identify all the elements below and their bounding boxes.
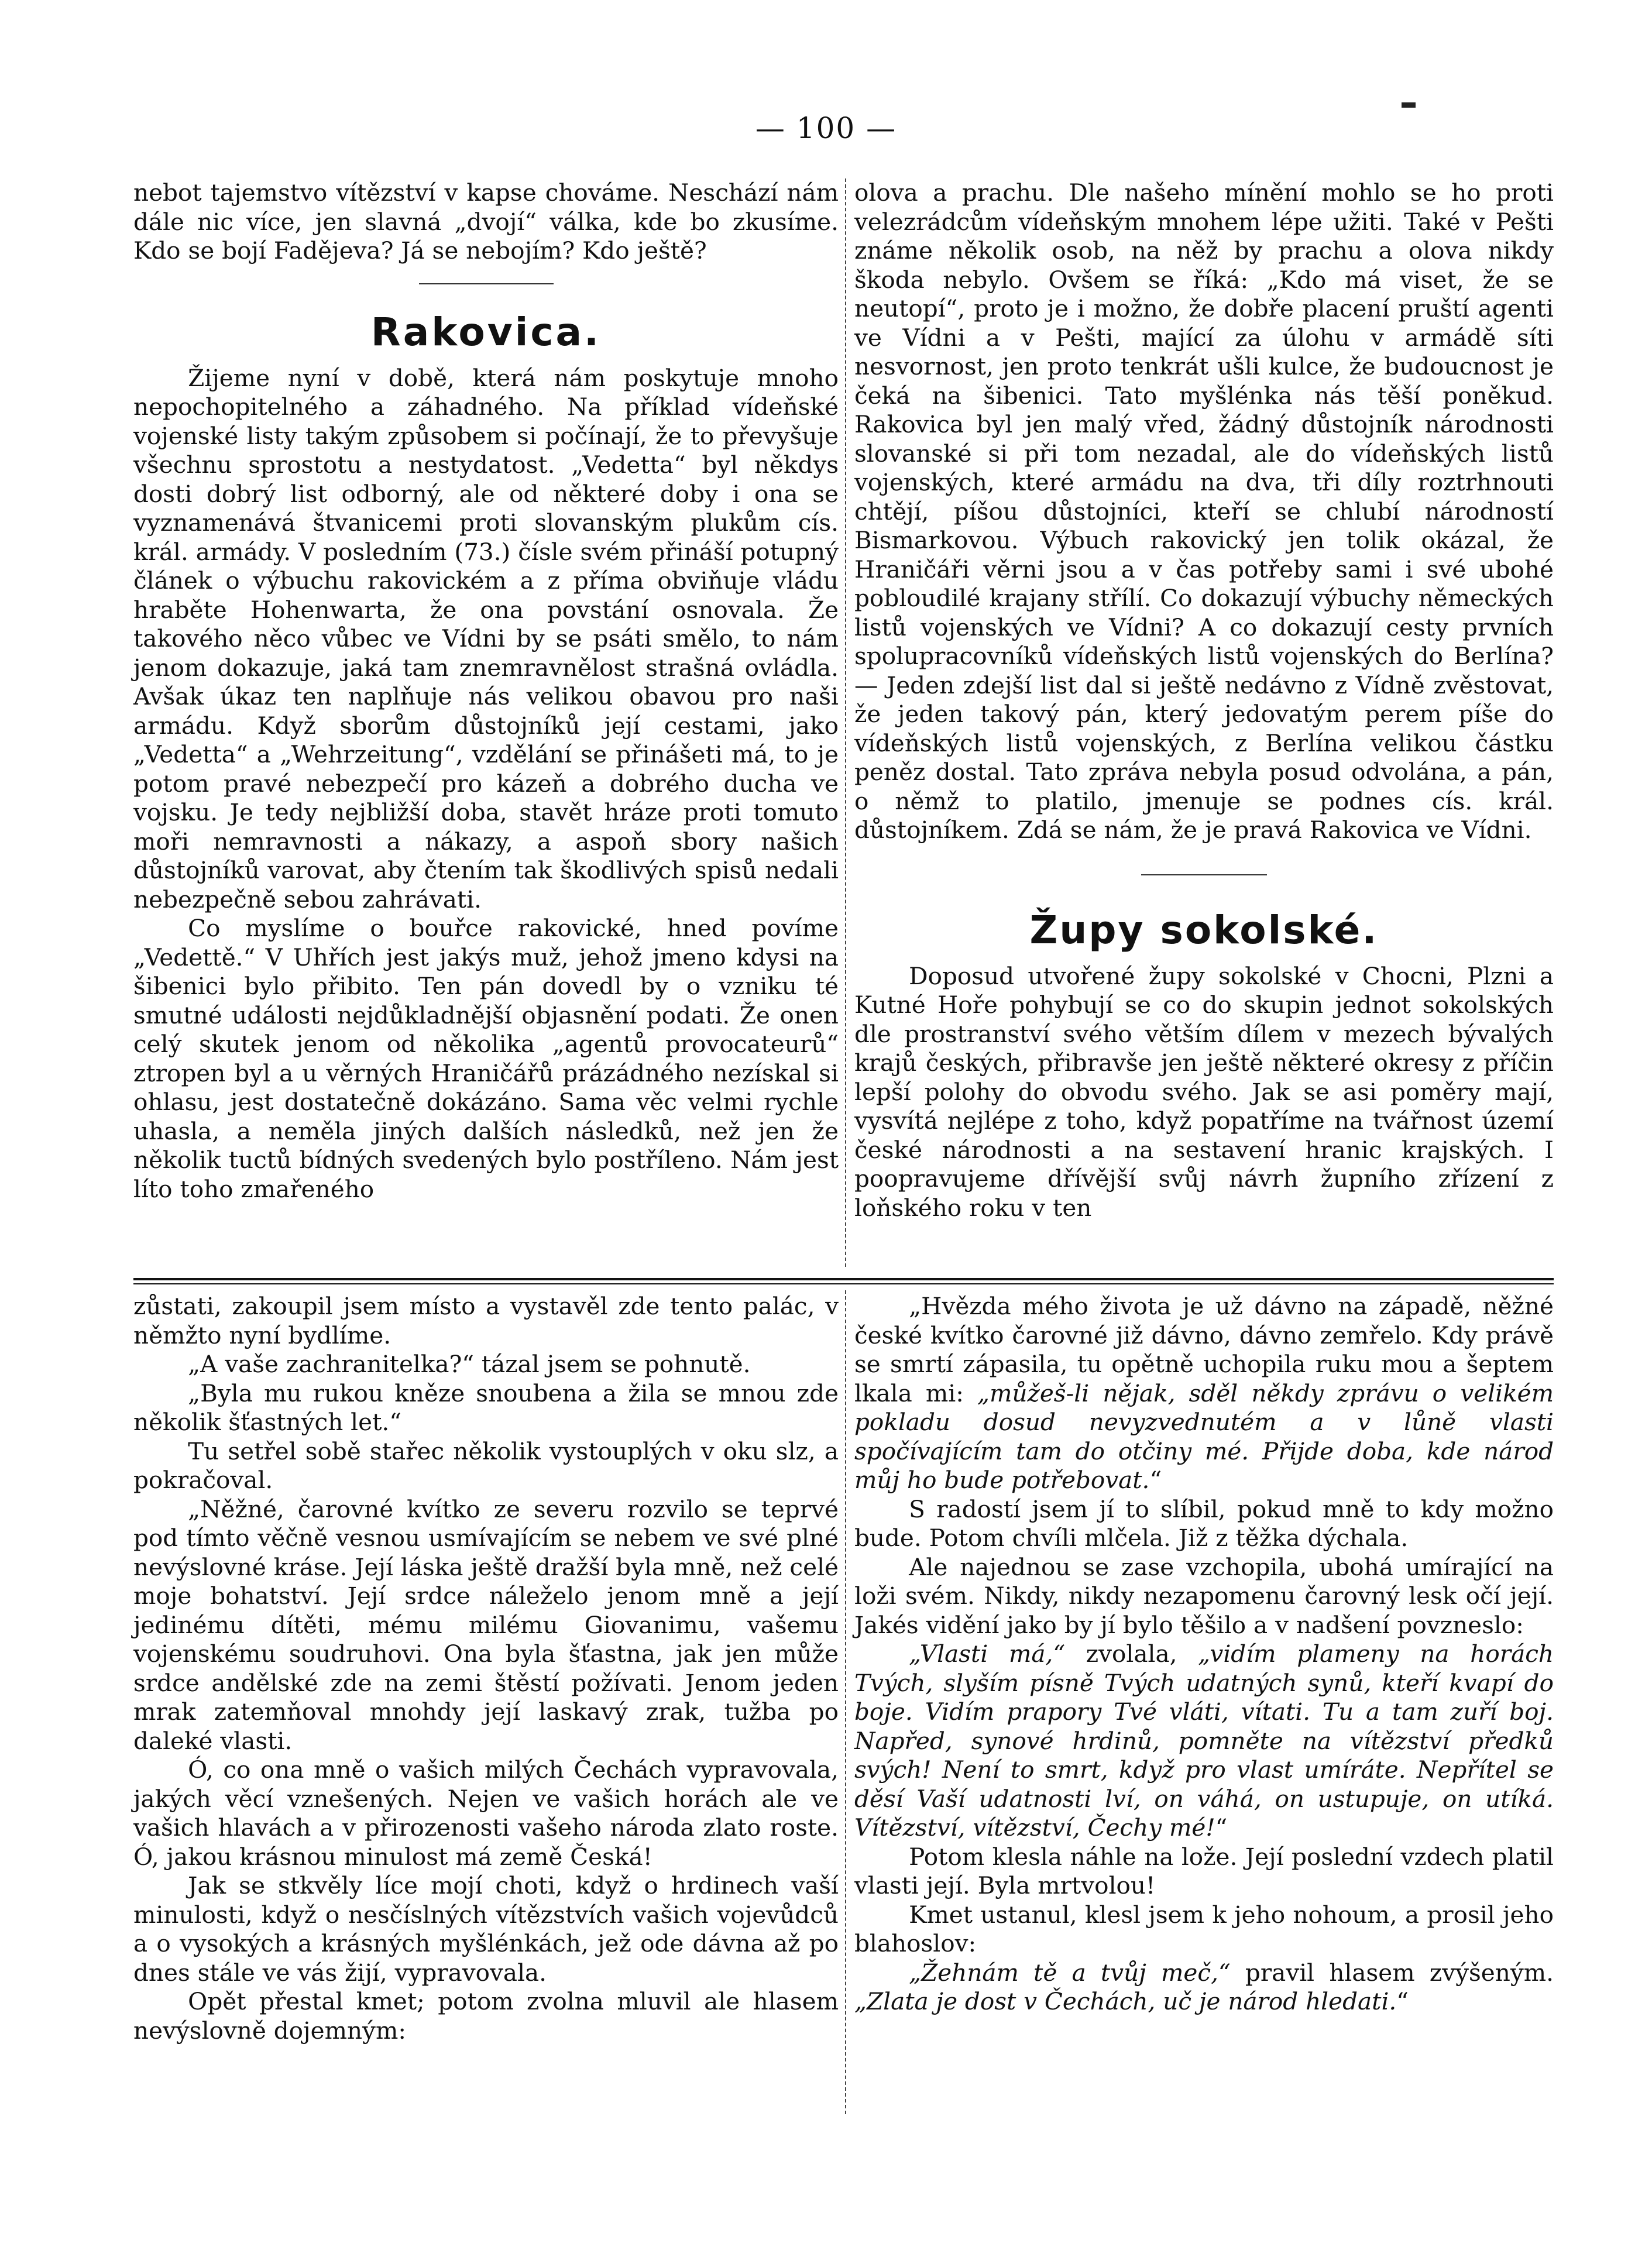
story-paragraph: „Něžné, čarovné kvítko ze severu rozvilo se teprvé pod tímto věčně vesnou usmívajícím se nebem ve své plné nevýslovné kráse. Její láska ještě dražší byla mně, než celé moje bohatství. Její srdce náleželo jenom mně a její jedinému dítěti, mému milému Giovanimu, vašemu vojenskému soudruhovi. Ona byla šťastna, jak jen může srdce andělské zde na zemi štěstí požívati. Jenom jeden mrak zatemňoval mnohdy její laskavý zrak, tužba po daleké vlasti. [133, 1495, 839, 1755]
corner-mark [1402, 102, 1416, 108]
article-paragraph: Žijeme nyní v době, která nám poskytuje mnoho nepochopitelného a záhadného. Na příklad vídeňské vojenské listy takým způsobem si počínají, že to převyšuje všechnu sprostotu a nestydatost. „Vedetta“ byl někdys dosti dobrý list odborný, ale od některé doby i ona se vyznamenává štvanicemi proti slovanským plukům cís. král. armády. V posledním (73.) čísle svém přináší potupný článek o výbuchu rakovickém a z přímа obviňuje vládu hraběte Hohenwarta, že ona povstání osnovala. Že takového něco vůbec ve Vídni by se psáti smělo, to nám jenom dokazuje, jaká tam znemravnělost strašná ovládla. Avšak úkaz ten naplňuje nás velikou obavou pro naši armádu. Když sborům důstojníků její cestami, jako „Vedetta“ a „Wehrzeitung“, vzdělání se přinášeti má, to je potom pravé nebezpečí pro kázeň a dobrého ducha ve vojsku. Je tedy nejbližší doba, stavět hráze proti tomuto moři nemravnosti a nákazy, a aspoň sbory našich důstojníků varovat, aby čtením tak škodlivých spisů nedali nebezpečně sebou zahrávati. [133, 363, 839, 913]
page-number: — 100 — [755, 111, 897, 145]
story-right-column [854, 1292, 1554, 2016]
story-text: „Hvězda mého života je už dávno na západě, něžné české kvítko čarovné již dávno, dávno zemřelo. Kdy právě se smrtí zápasila, tu opětně uchopila ruku mou a šeptem lkala mi: [854, 1292, 1554, 1407]
story-paragraph: S radostí jsem jí to slíbil, pokud mně to kdy možno bude. Potom chvíli mlčela. Již z těžka dýchala. [854, 1495, 1554, 1552]
story-paragraph: Kmet ustanul, klesl jsem k jeho nohoum, a prosil jeho blahoslov: [854, 1900, 1554, 1957]
story-paragraph: Potom klesla náhle na lože. Její poslední vzdech platil vlasti její. Byla mrtvolou! [854, 1842, 1554, 1899]
story-paragraph [854, 1959, 1554, 2016]
short-rule [419, 283, 554, 284]
article-title-rakovica: Rakovica. [370, 309, 602, 355]
short-rule [1141, 874, 1267, 875]
article-paragraph: Co myslíme o bouřce rakovické, hned povíme „Vedettě.“ V Uhřích jest jakýs muž, jehož jmeno kdysi na šibenici bylo přibito. Ten pán dovedl by o vzniku té smutné události nejdůkladnější objasnění podati. Že onen celý skutek jenom od několika „agentů provocateurů“ ztropen byl a u věrných Hraničářů prázádného nezískal si ohlasu, jest dostatečně dokázáno. Sama věc velmi rychle uhasla, a neměla jiných dalších následků, než jen že několik tuctů bídných svedených bylo postříleno. Nám jest líto toho zmařeného [133, 914, 839, 1203]
story-paragraph: Jak se stkvěly líce mojí choti, když o hrdinech vaší minulosti, když o nesčíslných vítězstvích vašich vojevůdců a o vysokých a krásných myšlénkách, jež ode dávna až po dnes stále ve vás žijí, vypravovala. [133, 1871, 839, 1987]
story-paragraph [854, 1292, 1554, 1495]
intro-continuation: nebot tajemstvo vítězství v kapse chováme. Neschází nám dále nic více, jen slavná „dvojí“ válka, kde bo zkusíme. Kdo se bojí Fadějeva? Já se nebojím? Kdo ještě? [133, 178, 839, 264]
story-paragraph: „A vaše zachranitelka?“ tázal jsem se pohnutě. [188, 1350, 751, 1378]
story-quote-italic: „můžeš-li nějak, sděl někdy zprávu o velikém pokladu dosud nevyzvednutém a v lůně vlasti spočívajícím tam do otčiny mé. Přijde doba, kde národ můj ho bude potřebovat. [854, 1379, 1554, 1494]
story-text: zvolala, [1065, 1640, 1198, 1668]
article-paragraph: olova a prachu. Dle našeho mínění mohlo se ho proti velezrádcům vídeňským mnohem lépe užiti. Také v Pešti známe několik osob, na něž by prachu a olova nikdy škoda nebylo. Ovšem se říká: „Kdo má viset, že se neutopí“, proto je i možno, že dobře placení pruští agenti ve Vídni a v Pešti, mající za úlohu v armádě síti nesvornost, jen proto tenkrát ušli kulce, že budoucnost je čeká na šibenici. Tato myšlénka nás těší poněkud. Rakovica byl jen malý vřed, žádný důstojník národnosti slovanské si při tom nezadal, ale do vídeňských listů vojenských, které armádu na dva, tři díly roztrhnouti chtějí, píšou důstojníci, kteří se chlubí národností Bismarkovou. Výbuch rakovický jen tolik okázal, že Hraničáři věrni jsou a v čas potřeby sami i své ubohé pobloudilé krajany střílí. Co dokazují výbuchy německých listů vojenských ve Vídni? A co dokazují cesty prvních spolupracovníků vídeňských listů vojenských do Berlína? — Jeden zdejší list dal si ještě nedávno z Vídně zvěstovat, že jeden takový pán, který jedovatým perem píše do vídeňských listů vojenských, z Berlína velikou částku peněz dostal. Tato zpráva nebyla posud odvolána, a pán, o němž to platilo, jmenuje se podnes cís. král. důstojníkem. Zdá se nám, že je pravá Rakovica ve Vídni. [854, 178, 1554, 844]
section-separator-thin [133, 1283, 1554, 1284]
story-text: “ [1396, 1987, 1409, 2015]
story-paragraph [854, 1640, 1554, 1843]
story-paragraph: zůstati, zakoupil jsem místo a vystavěl zde tento palác, v němžto nyní bydlíme. [133, 1292, 839, 1349]
story-text: “ [1215, 1813, 1228, 1842]
story-quote-italic: „Zlata je dost v Čechách, uč je národ hledati. [854, 1987, 1397, 2015]
top-right-column [854, 178, 1554, 1222]
story-paragraph: Ale najednou se zase vzchopila, ubohá umírající na loži svém. Nikdy, nikdy nezapomenu čarovný lesk očí její. Jakés vidění jako by jí bylo těšilo a v nadšení povzneslo: [854, 1552, 1554, 1639]
story-paragraph: „Byla mu rukou kněze snoubena a žila se mnou zde několik šťastných let.“ [133, 1379, 839, 1436]
story-quote-italic: „vidím plameny na horách Tvých, slyším písně Tvých udatných synů, kteří kvapí do boje. Vidím prapory Tvé vláti, vítati. Tu a tam zuří boj. Napřed, synové hrdinů, pomněte na vítězství předků svých! Není to smrt, když pro vlast umíráte. Nepřítel se děsí Vaší udatnosti lví, on váhá, on ustupuje, on utíká. Vítězství, vítězství, Čechy mé! [854, 1640, 1554, 1842]
column-divider-top [845, 178, 846, 1267]
article-paragraph: Doposud utvořené župy sokolské v Chocni, Plzni a Kutné Hoře pohybují se co do skupin jednot sokolských dle prostranství svého větším dílem v mezech bývalých krajů českých, přibravše jen ještě některé okresy z příčin lepší polohy do obvodu svého. Jak se asi poměry mají, vysvítá nejlépe z toho, když popatříme na tvářnost území české národnosti a na sestavení hranic krajských. I poopravujeme dřívější svůj návrh župního zřízení z loňského roku v ten [854, 961, 1554, 1222]
story-paragraph: Ó, co ona mně o vašich milých Čechách vypravovala, jakých věcí vznešených. Nejen ve vašich horách ale ve vašich hlavách a v přirozenosti vašeho národa zlato roste. Ó, jakou krásnou minulost má země Česká! [133, 1755, 839, 1871]
story-quote-italic: „Vlasti má,“ [909, 1640, 1066, 1668]
top-left-column [133, 178, 839, 1204]
story-text: pravil hlasem zvýšeným. [1230, 1958, 1554, 1987]
column-divider-bottom [845, 1290, 846, 2114]
section-separator-thick [133, 1278, 1554, 1280]
story-quote-italic: „Žehnám tě a tvůj meč,“ [909, 1958, 1231, 1987]
story-paragraph: Opět přestal kmet; potom zvolna mluvil ale hlasem nevýslovně dojemným: [133, 1987, 839, 2045]
story-paragraph: Tu setřel sobě stařec několik vystouplých v oku slz, a pokračoval. [133, 1437, 839, 1494]
story-left-column [133, 1292, 839, 2045]
story-text: “ [1149, 1466, 1162, 1494]
article-title-zupy-sokolske: Župy sokolské. [1029, 907, 1379, 953]
